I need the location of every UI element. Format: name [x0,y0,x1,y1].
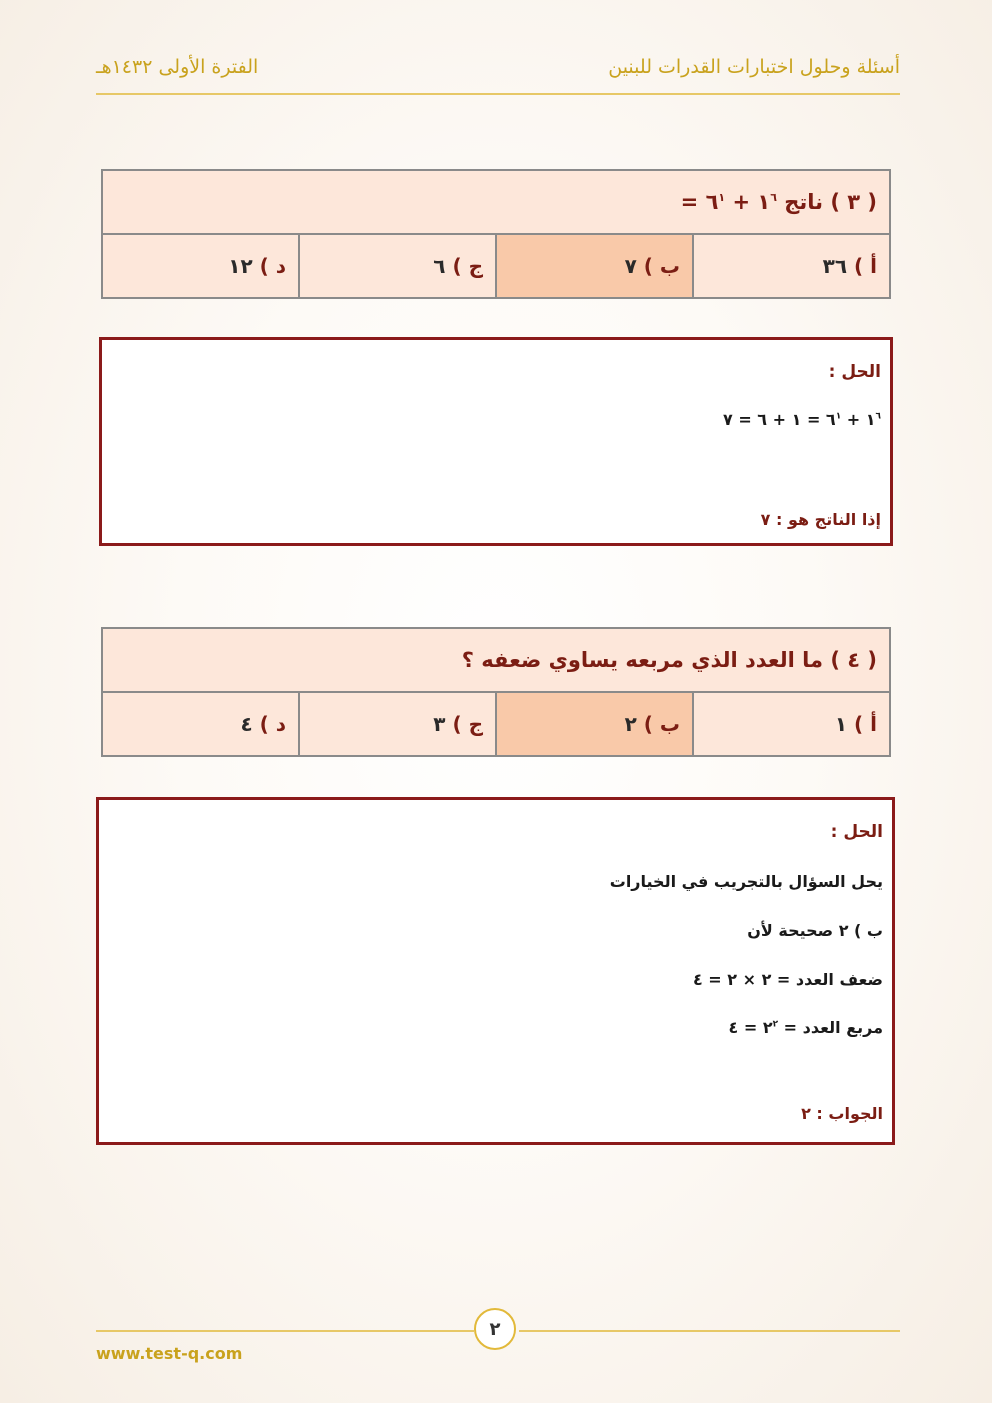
q3-option-a-value: ٣٦ [822,254,848,278]
solution-4-line4-exp: ٢ [772,1019,779,1030]
solution-4-line4-a: مربع العدد = ٢ [762,1018,883,1037]
q4-option-d-value: ٤ [240,712,253,736]
solution-3-line1 [723,410,881,429]
header-title: أسئلة وحلول اختبارات القدرات للبنين [608,56,900,78]
header-divider [96,93,900,95]
solution-3-box [99,337,893,546]
q3-option-b[interactable] [496,234,693,298]
solution-3-line1-exp1: ٦ [875,411,881,422]
solution-4-line4 [729,1018,883,1037]
solution-3-line1-a: ١ [865,410,876,429]
question-3-text-prefix: ناتج ١ [757,190,824,214]
question-3-prompt [102,170,890,234]
q4-option-a[interactable] [693,692,890,756]
solution-3-line1-exp2: ١ [835,411,842,422]
q4-option-b-label: ب ) [643,712,680,736]
q3-option-d[interactable] [102,234,299,298]
q3-option-b-label: ب ) [643,254,680,278]
solution-3-final: إذا الناتج هو : ٧ [760,510,881,529]
footer-url[interactable]: www.test-q.com [96,1344,243,1363]
footer-divider-left [96,1330,474,1332]
header-period: الفترة الأولى ١٤٣٢هـ [96,56,259,78]
footer-divider-right [519,1330,900,1332]
question-3-exp1: ٦ [770,191,777,204]
q3-option-c-label: ج ) [452,254,483,278]
solution-3-line1-c: = ١ + ٦ = ٧ [722,410,826,429]
question-3-plus: + ٦ [705,190,758,214]
question-3-table [101,169,891,299]
solution-4-line3: ضعف العدد = ٢ × ٢ = ٤ [692,970,883,989]
question-4-prompt [102,628,890,692]
question-4-table [101,627,891,757]
q3-option-c[interactable] [299,234,496,298]
q4-option-c[interactable] [299,692,496,756]
q3-option-d-value: ١٢ [228,254,253,278]
q4-option-a-label: أ ) [854,712,877,736]
q4-option-d-label: د ) [259,712,286,736]
solution-4-title: الحل : [830,822,883,842]
solution-4-line1: يحل السؤال بالتجريب في الخيارات [609,872,883,891]
question-4-number: ( ٤ ) [830,648,877,672]
solution-4-box [96,797,895,1145]
q3-option-a[interactable] [693,234,890,298]
question-3-number: ( ٣ ) [830,190,877,214]
q4-option-b[interactable] [496,692,693,756]
q4-option-c-label: ج ) [452,712,483,736]
q3-option-b-value: ٧ [624,254,637,278]
solution-4-line4-b: = ٤ [728,1018,763,1037]
question-3-exp2: ١ [718,191,726,204]
q3-option-a-label: أ ) [854,254,877,278]
question-3-equals: = [680,190,706,214]
solution-4-final: الجواب : ٢ [801,1104,883,1123]
solution-3-line1-b: + ٦ [825,410,866,429]
question-4-text: ما العدد الذي مربعه يساوي ضعفه ؟ [461,648,824,672]
page-number: ٢ [474,1308,516,1350]
solution-3-title: الحل : [828,362,881,382]
q4-option-c-value: ٣ [433,712,446,736]
q3-option-d-label: د ) [259,254,286,278]
q3-option-c-value: ٦ [433,254,446,278]
solution-4-line2: ب ) ٢ صحيحة لأن [747,921,883,940]
q4-option-d[interactable] [102,692,299,756]
q4-option-a-value: ١ [834,712,848,736]
q4-option-b-value: ٢ [624,712,637,736]
